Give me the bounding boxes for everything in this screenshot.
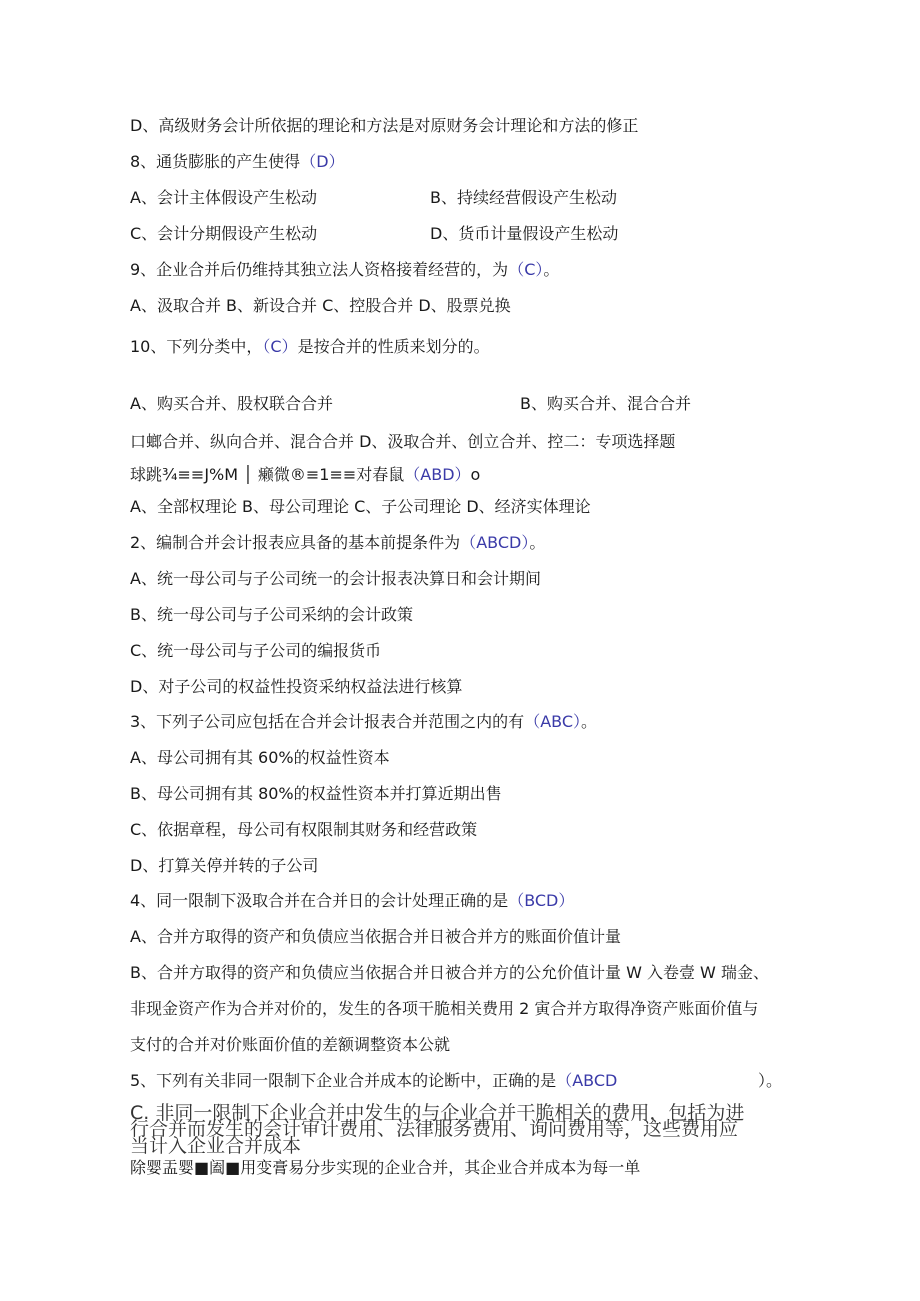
punctuation: 。 — [529, 533, 546, 552]
option-text: C、会计分期假设产生松动 — [130, 224, 318, 243]
answer-text: （ABCD — [556, 1071, 618, 1090]
question-text: 3、下列子公司应包括在合并会计报表合并范围之内的有 — [130, 712, 525, 731]
option-text: A、汲取合并 B、新设合并 C、控股合并 D、股票兑换 — [130, 296, 511, 315]
option-text: A、购买合并、股权联合合并 — [130, 394, 333, 413]
question-text: 5、下列有关非同一限制下企业合并成本的论断中，正确的是 — [130, 1071, 557, 1090]
garbled-text: 球跳¾≡≡J%M │ 癞微®≡1≡≡对春鼠 — [130, 465, 405, 484]
overlapping-text: C. 非同一限制下企业合并中发生的与企业合并干脆相关的费用，包括为进 — [130, 1102, 745, 1124]
answer-text: （ABD） — [404, 465, 471, 484]
option-row — [130, 224, 619, 244]
question-3 — [130, 712, 597, 732]
garbled-question — [130, 465, 480, 485]
option-text: 除婴盂婴■阖■用变膏易分步实现的企业合并，其企业合并成本为每一单 — [130, 1158, 641, 1177]
question-8 — [130, 152, 345, 172]
option-text: B、合并方取得的资产和负债应当依据合并日被合并方的公允价值计量 W 入卷壹 W 瑞金、 — [130, 963, 769, 982]
option-text: C、统一母公司与子公司的编报货币 — [130, 641, 382, 660]
punctuation: o — [470, 465, 481, 484]
punctuation: ）。 — [758, 1071, 783, 1090]
option-text: A、全部权理论 B、母公司理论 C、子公司理论 D、经济实体理论 — [130, 497, 591, 516]
question-text: 8、通货膨胀的产生使得 — [130, 152, 301, 171]
option-text: D、对子公司的权益性投资采纳权益法进行核算 — [130, 677, 463, 696]
question-2 — [130, 533, 545, 553]
option-text: D、高级财务会计所依据的理论和方法是对原财务会计理论和方法的修正 — [130, 116, 639, 135]
question-4 — [130, 891, 574, 911]
question-text: 9、企业合并后仍维持其独立法人资格接着经营的，为 — [130, 260, 509, 279]
question-5 — [130, 1071, 783, 1091]
punctuation: 。 — [543, 260, 560, 279]
option-text: 非现金资产作为合并对价的，发生的各项干脆相关费用 2 寅合并方取得净资产账面价值与 — [130, 999, 759, 1018]
overlapping-text: 行合并而发生的会计审计费用、法律服务费用、询问费用等，这些费用应 — [130, 1118, 739, 1140]
question-9 — [130, 260, 559, 280]
option-row — [130, 188, 617, 208]
answer-text: （ABCD） — [460, 533, 530, 552]
answer-text: （D） — [300, 152, 345, 171]
option-text: A、母公司拥有其 60%的权益性资本 — [130, 748, 390, 767]
punctuation: 。 — [581, 712, 598, 731]
option-text: A、会计主体假设产生松动 — [130, 188, 317, 207]
question-text: 2、编制合并会计报表应具备的基本前提条件为 — [130, 533, 461, 552]
option-text: 支付的合并对价账面价值的差额调整资本公就 — [130, 1035, 451, 1054]
answer-text: （ABC） — [524, 712, 582, 731]
option-text: A、统一母公司与子公司统一的会计报表决算日和会计期间 — [130, 569, 541, 588]
option-text: B、统一母公司与子公司采纳的会计政策 — [130, 605, 413, 624]
option-text: B、母公司拥有其 80%的权益性资本并打算近期出售 — [130, 784, 502, 803]
answer-text: （C） — [508, 260, 544, 279]
option-text: B、购买合并、混合合并 — [520, 394, 691, 413]
question-10 — [130, 337, 490, 357]
overlapping-text: 当计入企业合并成本 — [130, 1135, 302, 1157]
option-text: D、货币计量假设产生松动 — [430, 224, 619, 243]
option-text: C、依据章程，母公司有权限制其财务和经营政策 — [130, 820, 478, 839]
option-text: D、打算关停并转的子公司 — [130, 856, 319, 875]
answer-text: （BCD） — [508, 891, 575, 910]
option-row — [130, 394, 691, 414]
option-text: B、持续经营假设产生松动 — [430, 188, 617, 207]
option-text: A、合并方取得的资产和负债应当依据合并日被合并方的账面价值计量 — [130, 927, 621, 946]
question-text: 是按合并的性质来划分的。 — [297, 337, 490, 356]
garbled-text: 口螂合并、纵向合并、混合合并 D、汲取合并、创立合并、控二：专项选择题 — [130, 432, 676, 451]
question-text: 10、下列分类中， — [130, 337, 263, 356]
answer-text: （C） — [262, 337, 298, 356]
question-text: 4、同一限制下汲取合并在合并日的会计处理正确的是 — [130, 891, 509, 910]
